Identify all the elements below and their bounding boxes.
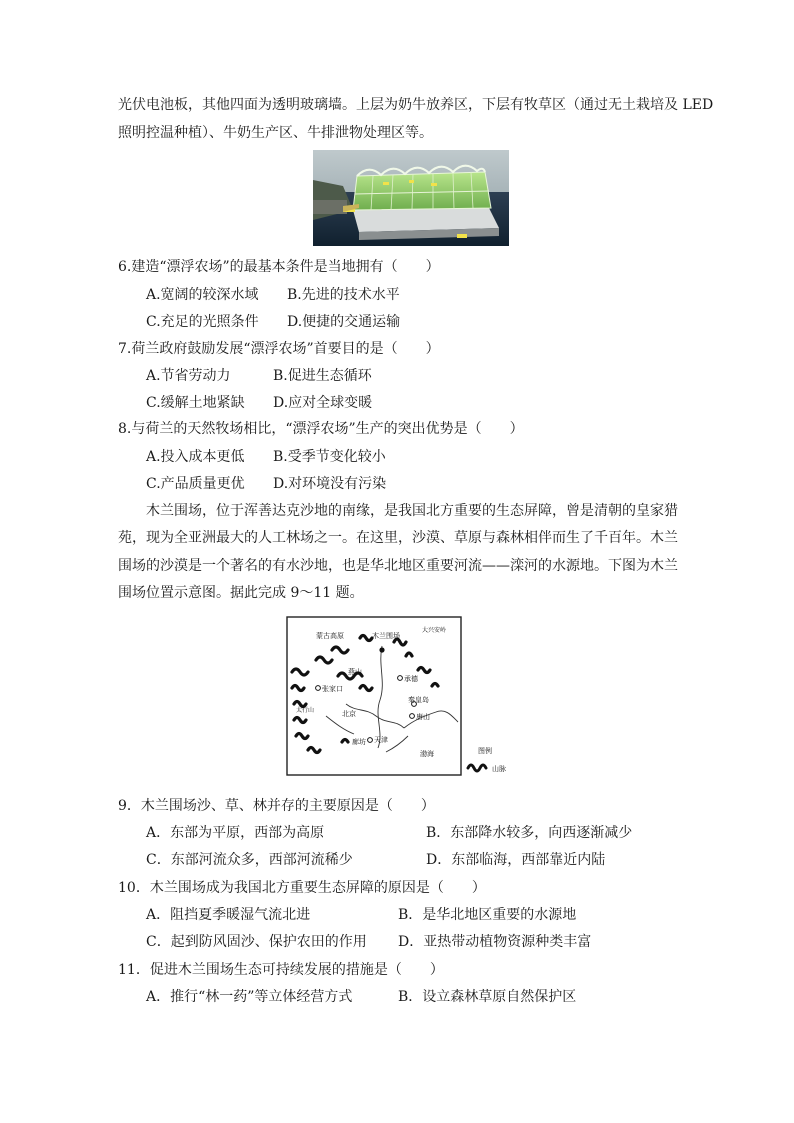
question-7-option-d: D.应对全球变暖 [273, 395, 373, 411]
question-7-stem: 7.荷兰政府鼓励发展“漂浮农场”首要目的是（ ） [118, 341, 440, 357]
question-9-option-a: A．东部为平原，西部为高原 [146, 825, 325, 841]
map-label-langfang: 廊坊 [352, 738, 366, 746]
floating-farm-image [313, 150, 509, 246]
question-8-option-b: B.受季节变化较小 [273, 449, 386, 465]
passage-line-2: 苑，现为全亚洲最大的人工林场之一。在这里，沙漠、草原与森林相伴而生了千百年。木兰 [118, 530, 678, 546]
map-label-zhangjiakou: 张家口 [322, 685, 343, 693]
question-7-option-c: C.缓解土地紧缺 [146, 395, 245, 411]
map-label-qinhuangdao: 秦皇岛 [408, 696, 429, 704]
map-label-daxinganling: 大兴安岭 [422, 627, 447, 634]
question-11-stem: 11．促进木兰围场生态可持续发展的措施是（ ） [118, 962, 444, 978]
mulan-location-map [286, 616, 462, 776]
passage-line-4: 围场位置示意图。据此完成 9～11 题。 [118, 585, 364, 601]
question-6-stem: 6.建造“漂浮农场”的最基本条件是当地拥有（ ） [118, 259, 440, 275]
question-7-option-b: B.促进生态循环 [273, 368, 372, 384]
question-9-option-c: C．东部河流众多，西部河流稀少 [146, 852, 353, 868]
question-9-stem: 9．木兰围场沙、草、林并存的主要原因是（ ） [118, 798, 435, 814]
question-8-option-a: A.投入成本更低 [146, 449, 245, 465]
question-8-option-d: D.对环境没有污染 [273, 476, 387, 492]
map-label-tangshan: 唐山 [416, 713, 430, 721]
question-8-stem: 8.与荷兰的天然牧场相比，“漂浮农场”生产的突出优势是（ ） [118, 421, 524, 437]
question-9-option-b: B．东部降水较多，向西逐渐减少 [426, 825, 633, 841]
question-11-option-a: A．推行“林一药”等立体经营方式 [146, 989, 353, 1005]
passage-line-3: 围场的沙漠是一个著名的有水沙地，也是华北地区重要河流——滦河的水源地。下图为木兰 [118, 558, 678, 574]
question-9-option-d: D．东部临海，西部靠近内陆 [426, 852, 606, 868]
question-6-option-c: C.充足的光照条件 [146, 314, 259, 330]
passage-line-1: 木兰围场，位于浑善达克沙地的南缘，是我国北方重要的生态屏障，曾是清朝的皇家猎 [146, 503, 678, 519]
question-6-option-a: A.宽阔的较深水域 [146, 287, 259, 303]
map-label-tianjin: 天津 [374, 736, 388, 744]
question-10-option-d: D．亚热带动植物资源种类丰富 [398, 934, 592, 950]
map-legend [466, 744, 526, 776]
question-8-option-c: C.产品质量更优 [146, 476, 245, 492]
legend-title: 图例 [478, 747, 492, 755]
map-label-mulan: 木兰围场 [372, 632, 400, 640]
question-10-stem: 10．木兰围场成为我国北方重要生态屏障的原因是（ ） [118, 880, 486, 896]
map-label-chengde: 承德 [404, 675, 418, 683]
map-label-taihang: 太行山 [296, 707, 315, 714]
question-6-option-d: D.便捷的交通运输 [287, 314, 401, 330]
map-label-menggu: 蒙古高原 [316, 632, 344, 640]
question-10-option-c: C．起到防风固沙、保护农田的作用 [146, 934, 367, 950]
map-label-bohai: 渤海 [420, 750, 434, 758]
question-6-option-b: B.先进的技术水平 [287, 287, 400, 303]
intro-line-2: 照明控温种植）、牛奶生产区、牛排泄物处理区等。 [118, 125, 433, 141]
intro-line-1: 光伏电池板，其他四面为透明玻璃墙。上层为奶牛放养区，下层有牧草区（通过无土栽培及 LED [118, 97, 714, 113]
map-label-yanshan: 燕山 [348, 668, 362, 676]
question-11-option-b: B．设立森林草原自然保护区 [398, 989, 577, 1005]
question-10-option-b: B．是华北地区重要的水源地 [398, 907, 577, 923]
legend-item: 山脉 [492, 765, 506, 773]
question-7-option-a: A.节省劳动力 [146, 368, 231, 384]
mountain-range-icon [468, 765, 486, 771]
question-10-option-a: A．阻挡夏季暖湿气流北进 [146, 907, 311, 923]
map-label-beijing: 北京 [342, 710, 356, 718]
